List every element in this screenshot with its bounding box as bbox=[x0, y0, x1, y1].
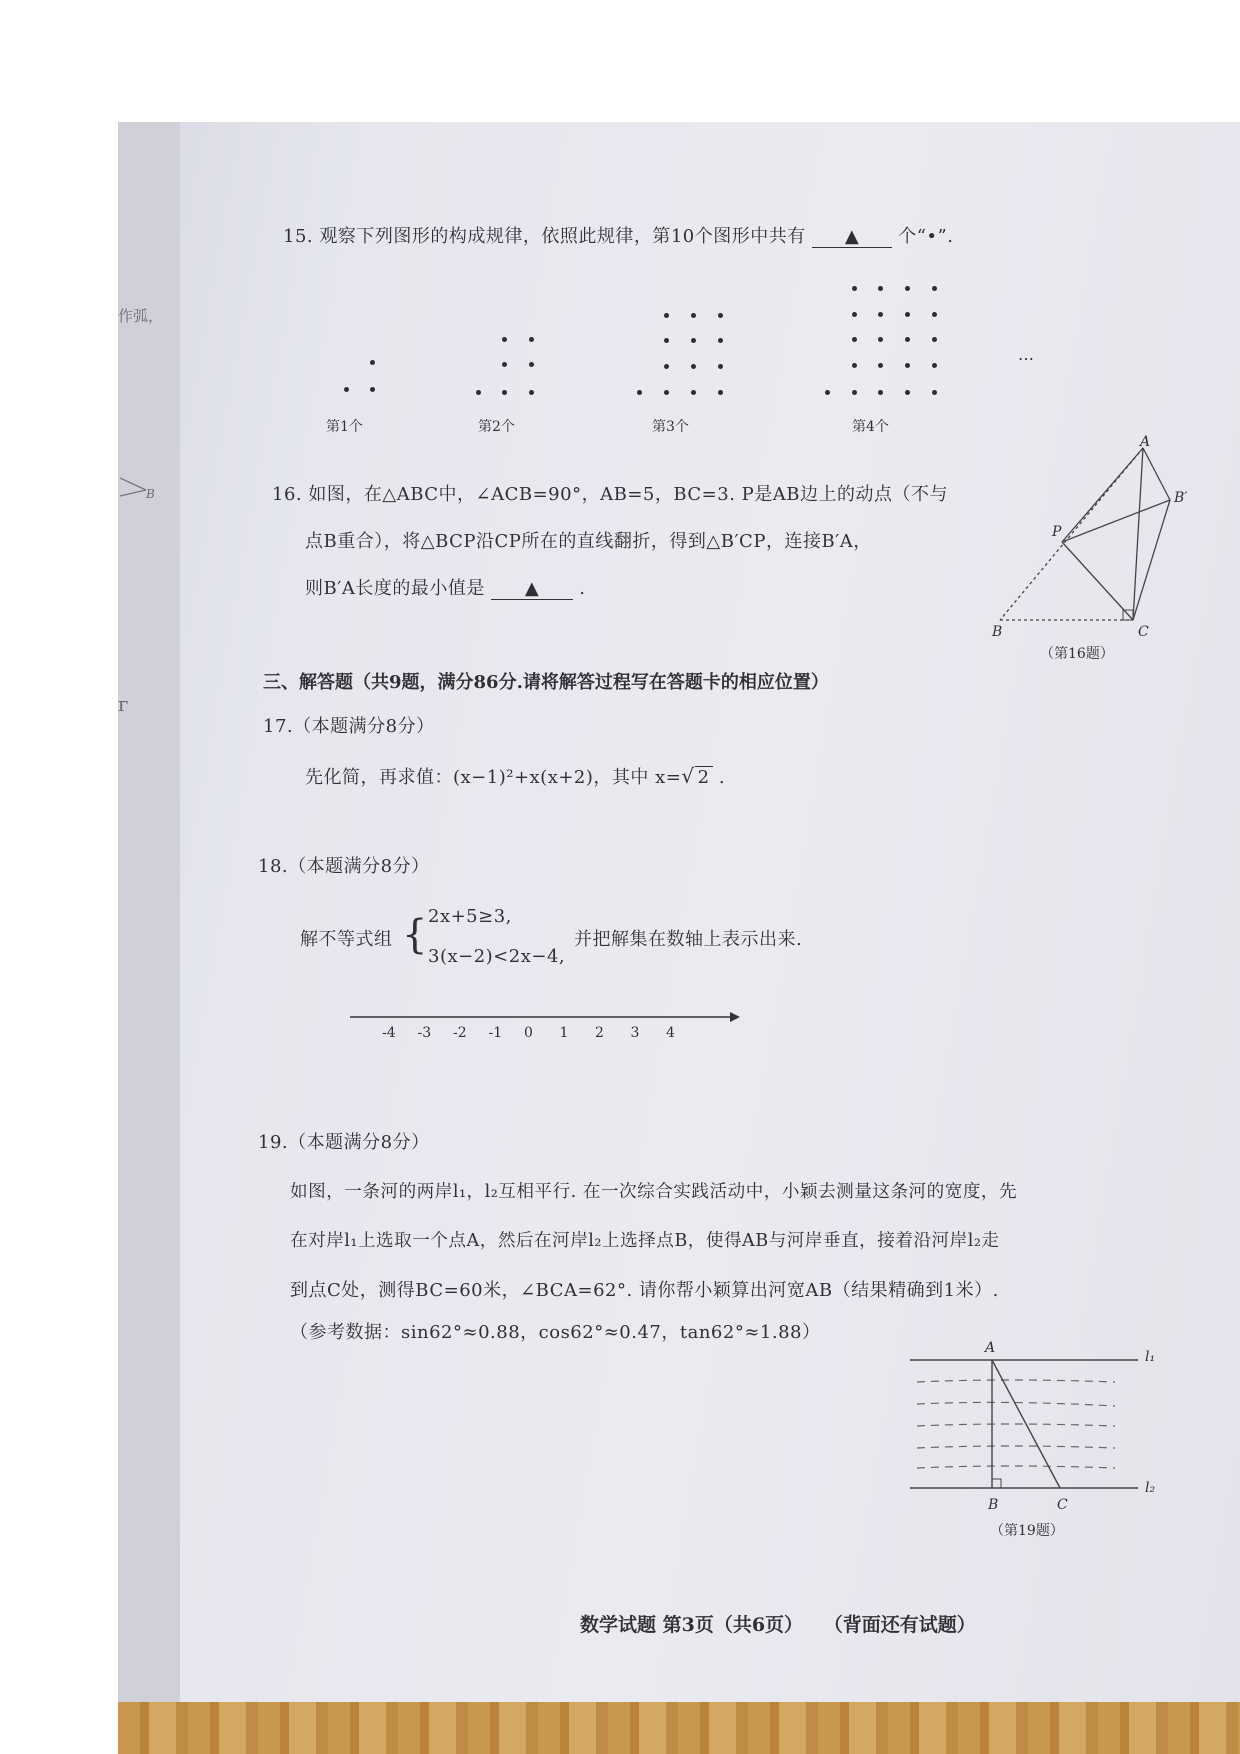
question-19-line-1: 如图，一条河的两岸l₁，l₂互相平行. 在一次综合实践活动中，小颖去测量这条河的宽度，先 bbox=[290, 1182, 1018, 1202]
margin-arrow-fragment bbox=[118, 470, 163, 500]
footer-note: （背面还有试题） bbox=[823, 1614, 976, 1636]
axis-tick-label: -1 bbox=[488, 1025, 503, 1041]
axis-tick-label: 3 bbox=[630, 1025, 640, 1041]
axis-tick-label: 1 bbox=[559, 1025, 569, 1041]
under-page-strip bbox=[118, 122, 180, 1702]
sqrt-argument: 2 bbox=[695, 766, 713, 788]
axis-tick-label: -2 bbox=[453, 1025, 467, 1041]
answer-blank-16: ▲ bbox=[491, 578, 573, 600]
margin-fragment: B bbox=[146, 487, 155, 501]
question-19-line-3: 到点C处，测得BC=60米，∠BCA=62°. 请你帮小颖算出河宽AB（结果精确到1米）. bbox=[290, 1280, 999, 1301]
question-16-line-3 bbox=[305, 574, 586, 600]
figure-caption-19: （第19题） bbox=[990, 1523, 1064, 1539]
point-label-B: B bbox=[988, 1497, 999, 1513]
question-16-line-2: 点B重合），将△BCP沿CP所在的直线翻折，得到△B′CP，连接B′A， bbox=[305, 531, 872, 552]
figure-ellipsis: … bbox=[1018, 345, 1034, 364]
question-17-body: 先化简，再求值：(x−1)²+x(x+2)，其中 x=√ 2 . bbox=[305, 764, 726, 788]
number-line bbox=[345, 1005, 745, 1035]
figure-label: 第4个 bbox=[852, 419, 889, 435]
figure-label: 第3个 bbox=[652, 419, 689, 435]
triangle-figure-16 bbox=[980, 430, 1200, 660]
question-19-line-2: 在对岸l₁上选取一个点A，然后在河岸l₂上选择点B，使得AB与河岸垂直，接着沿河岸l₂走 bbox=[290, 1231, 1000, 1251]
margin-fragment: 作弧， bbox=[118, 307, 164, 325]
point-label-C: C bbox=[1138, 624, 1149, 640]
question-19-heading: 19.（本题满分8分） bbox=[258, 1132, 430, 1153]
inequality-1: 2x+5≥3, bbox=[428, 906, 512, 927]
footer-page-number: 数学试题 第3页（共6页） bbox=[580, 1614, 804, 1636]
point-label-C: C bbox=[1057, 1497, 1068, 1513]
line-label-l2: l₂ bbox=[1145, 1480, 1156, 1496]
answer-blank-15: ▲ bbox=[812, 226, 892, 248]
question-17-end: . bbox=[718, 767, 726, 788]
page-footer bbox=[580, 1610, 976, 1637]
point-label-B: B bbox=[992, 624, 1003, 640]
axis-tick-label: 0 bbox=[524, 1025, 533, 1041]
question-16-line-3-text: 则B′A长度的最小值是 bbox=[305, 578, 485, 599]
section-3-heading: 三、解答题（共9题，满分86分.请将解答过程写在答题卡的相应位置） bbox=[263, 672, 829, 693]
question-15 bbox=[283, 222, 953, 248]
axis-tick-label: 2 bbox=[595, 1025, 604, 1041]
river-figure-19 bbox=[905, 1340, 1145, 1520]
axis-tick-label: 4 bbox=[666, 1025, 675, 1041]
inequality-2: 3(x−2)<2x−4, bbox=[428, 946, 566, 967]
question-19-reference-data: （参考数据：sin62°≈0.88，cos62°≈0.47，tan62°≈1.88） bbox=[290, 1322, 821, 1343]
question-17-expression: 先化简，再求值：(x−1)²+x(x+2)，其中 x= bbox=[305, 767, 682, 788]
margin-fragment: г bbox=[118, 692, 129, 716]
point-label-A: A bbox=[1140, 434, 1151, 450]
figure-caption-16: （第16题） bbox=[1040, 646, 1114, 662]
question-17-heading: 17.（本题满分8分） bbox=[263, 716, 435, 737]
point-label-B-prime: B′ bbox=[1174, 490, 1188, 506]
axis-tick-label: -4 bbox=[382, 1025, 396, 1041]
question-18-heading: 18.（本题满分8分） bbox=[258, 856, 430, 877]
question-16-line-1: 16. 如图，在△ABC中，∠ACB=90°，AB=5，BC=3. P是AB边上的动点（不与 bbox=[272, 484, 948, 505]
figure-label: 第2个 bbox=[478, 419, 515, 435]
question-18-instruction: 并把解集在数轴上表示出来. bbox=[574, 929, 803, 950]
question-15-tail: 个“•”. bbox=[898, 226, 954, 247]
axis-tick-label: -3 bbox=[417, 1025, 432, 1041]
point-label-A: A bbox=[985, 1340, 996, 1356]
line-label-l1: l₁ bbox=[1145, 1349, 1156, 1365]
figure-label: 第1个 bbox=[326, 419, 363, 435]
question-15-text: 15. 观察下列图形的构成规律，依照此规律，第10个图形中共有 bbox=[283, 226, 806, 247]
question-18-prefix: 解不等式组 bbox=[300, 929, 393, 950]
question-16-line-3-end: . bbox=[579, 578, 586, 599]
point-label-P: P bbox=[1052, 524, 1062, 540]
system-brace: { bbox=[402, 912, 428, 958]
